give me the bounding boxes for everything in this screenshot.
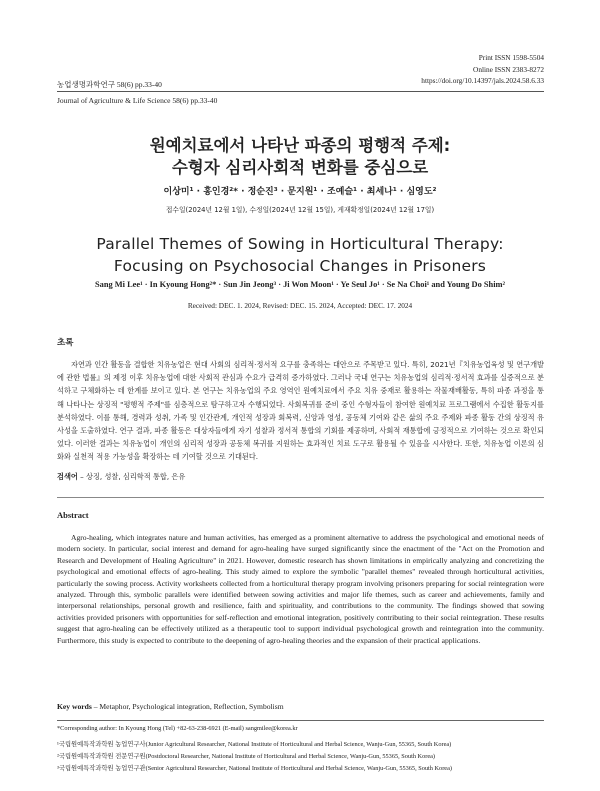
english-keywords-label: Key words	[57, 702, 92, 711]
korean-dates: 접수일(2024년 12월 1일), 수정일(2024년 12월 15일), 게재확정일(2024년 12월 17일)	[165, 206, 435, 214]
english-keywords	[57, 702, 544, 711]
korean-authors: 이상미¹ · 홍인경²* · 정순진³ · 문지원¹ · 조예슬¹ · 최세나¹ · 심영도²	[163, 187, 437, 197]
abstract-divider	[57, 497, 544, 498]
english-dates: Received: DEC. 1. 2024, Revised: DEC. 15. 2024, Accepted: DEC. 17. 2024	[187, 301, 413, 310]
english-abstract-heading: Abstract	[57, 510, 89, 520]
english-keywords-list: – Metaphor, Psychological integration, Reflection, Symbolism	[91, 702, 284, 711]
korean-abstract-body: 자연과 인간 활동을 결합한 치유농업은 현대 사회의 심리적·정서적 요구를 충족하는 대안으로 주목받고 있다. 특히, 2021년『치유농업육성 및 연구개발에 관한 법률』의 제정 이후 치유농업에 대한 사회적 관심과 수요가 급격히 증가하였다. 그러나 국내 연구는 치유농업의 심리적·정서적 효과를 실증적으로 분석하고 구체화하는 데 한계를 보이고 있다. 본 연구는 치유농업의 주요 영역인 원예치료에서 주요 치유 중재로 활용하는 작물재배활동, 특히 파종 과정을 통해 나타나는 상징적 "평행적 주제"를 심층적으로 탐구하고자 수행되었다. 사회복귀를 준비 중인 수형자들이 참여한 원예치료 프로그램에서 수집한 활동지를 분석하였다. 이를 통해, 경력과 성취, 가족 및 인간관계, 개인적 성장과 회복력, 신앙과 영성, 공동체 기여와 같은 삶의 주요 주제와 파종 활동 간의 상징적 유사성을 도출하였다. 연구 결과, 파종 활동은 대상자들에게 자기 성찰과 정서적 통합의 기회를 제공하며, 사회적 재통합에 긍정적으로 기여하는 것으로 확인되었다. 이러한 결과는 치유농업이 개인의 심리적 성장과 공동체 복귀를 지원하는 효과적인 치료 도구로 활용될 수 있음을 시사한다. 또한, 치유농업 이론의 심화와 실천적 적용 가능성을 확장하는 데 기여할 것으로 기대된다.	[57, 360, 544, 462]
korean-keywords	[57, 472, 544, 482]
english-abstract-body: Agro-healing, which integrates nature and human activities, has emerged as a prominent alternative to address the psychological and emotional needs of modern society. In particular, social interest and demand for agro-healing have surged significantly since the enactment of the "Act on the Promotion and Research and Development of Healing Agriculture" in 2021. However, domestic research has shown limitations in empirically analyzing and concretizing the psychological and emotional effects of agro-healing. This study aimed to explore the symbolic "parallel themes" revealed through horticultural activities, particularly the sowing process. Activity worksheets collected from a horticultural therapy program involving prisoners preparing for social reintegration were analyzed. Through this, symbolic parallels were identified between sowing activities and major life themes, such as career and achievements, family and interpersonal relationships, personal growth and resilience, faith and spirituality, and contributions to the community. The findings showed that sowing activities provided prisoners with opportunities for self-reflection and emotional integration, positively contributing to their social reintegration. These results suggest that agro-healing can be effectively utilized as a therapeutic tool to support individual psychological growth and reintegration into the community. Furthermore, this study is expected to contribute to the deepening of agro-healing theories and the expansion of their practical applications.	[57, 533, 544, 645]
online-issn: Online ISSN 2383-8272	[473, 64, 544, 74]
journal-name-kr: 농업생명과학연구 58(6) pp.33-40	[57, 80, 162, 89]
header-divider	[57, 91, 544, 92]
korean-title	[0, 135, 600, 179]
footnote-affiliation-3: ³국립원예특작과학원 농업연구관(Senior Agricultural Researcher, National Institute of Horticultural and Herbal Science, Wanju-Gun, 55365, South Korea)	[57, 765, 452, 772]
footnote-divider	[57, 720, 544, 721]
english-title-line1: Parallel Themes of Sowing in Horticultural Therapy:	[96, 235, 504, 253]
footnote-affiliation-2: ²국립원예특작과학원 전문연구원(Postdoctoral Researcher, National Institute of Horticultural and Herbal Science, Wanju-Gun, 55365, South Korea)	[57, 753, 436, 760]
korean-abstract-heading: 초록	[57, 338, 74, 348]
journal-name-en: Journal of Agriculture & Life Science 58(6) pp.33-40	[57, 96, 218, 105]
doi-link[interactable]: https://doi.org/10.14397/jals.2024.58.6.33	[421, 76, 544, 85]
english-title-line2: Focusing on Psychosocial Changes in Prisoners	[113, 257, 487, 275]
korean-title-line2: 수형자 심리사회적 변화를 중심으로	[171, 158, 429, 177]
korean-keywords-label: 검색어	[57, 472, 78, 481]
korean-title-line1: 원예치료에서 나타난 파종의 평행적 주제:	[149, 136, 451, 155]
korean-keywords-list: – 상징, 성찰, 심리학적 통합, 은유	[77, 472, 186, 481]
footnote-corresponding: *Corresponding author: In Kyoung Hong (Tel) +82-63-238-6921 (E-mail) sangmilee@korea.kr	[57, 725, 298, 732]
english-title	[0, 233, 600, 277]
journal-issn-block	[421, 52, 544, 87]
footnote-affiliation-1: ¹국립원예특작과학원 농업연구사(Junior Agricultural Researcher, National Institute of Horticultural and Herbal Science, Wanju-Gun, 55365, South Korea)	[57, 741, 452, 748]
print-issn: Print ISSN 1598-5504	[478, 53, 544, 62]
english-authors: Sang Mi Lee¹ · In Kyoung Hong²* · Sun Jin Jeong³ · Ji Won Moon¹ · Ye Seul Jo¹ · Se Na Choi¹ and Young Do Shim²	[94, 280, 506, 289]
